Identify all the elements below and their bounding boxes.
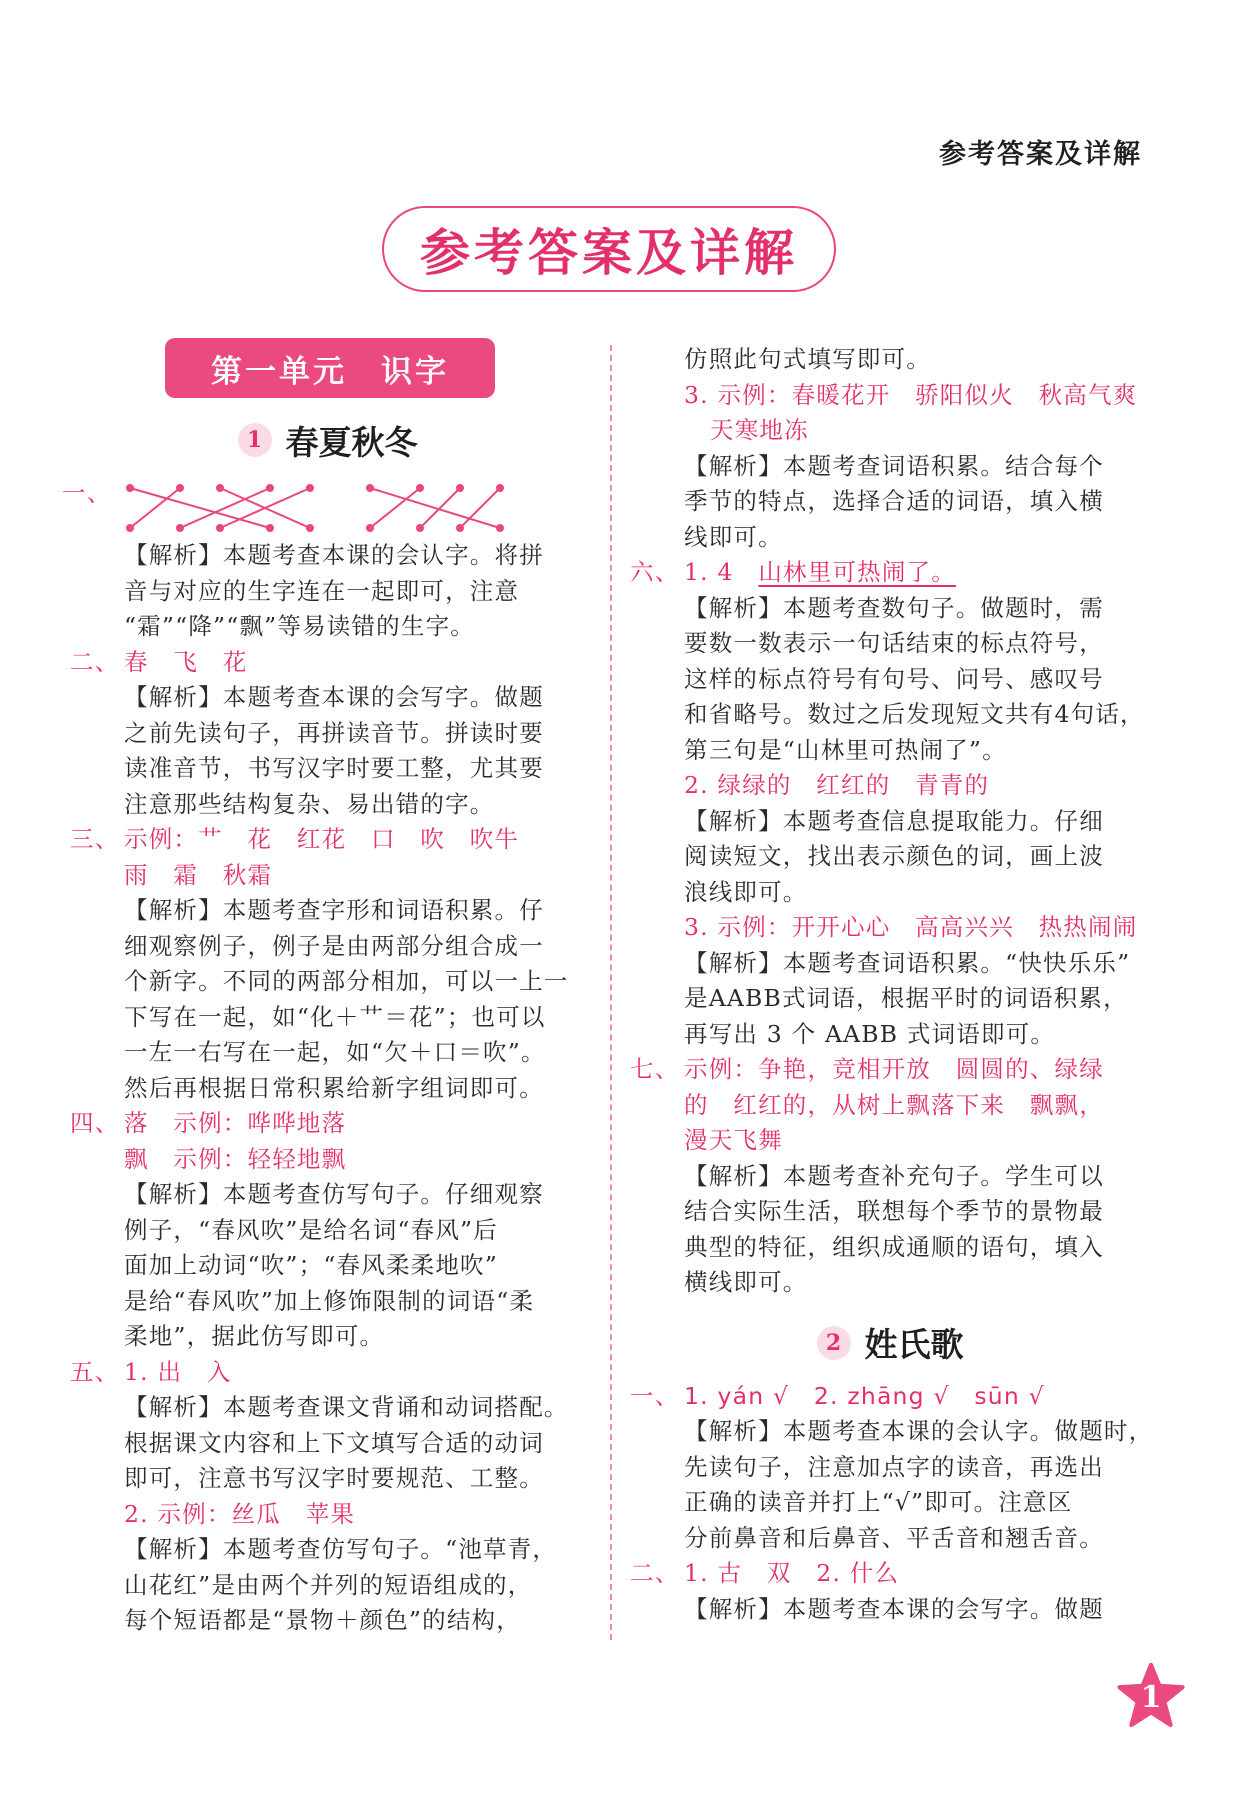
explanation-line: 面加上动词“吹”；“春风柔柔地吹”: [124, 1251, 498, 1279]
explanation-line: 注意那些结构复杂、易出错的字。: [124, 789, 495, 818]
column-divider: [610, 345, 612, 1640]
explanation-line: 阅读短文，找出表示颜色的词，画上波: [684, 842, 1104, 870]
answer-line: 2. 绿绿的 红红的 青青的: [684, 771, 990, 799]
answer-line: 的 红红的，从树上飘落下来 飘飘，: [684, 1090, 1104, 1119]
lesson-1-title: [70, 414, 585, 466]
underlined-answer: 山林里可热闹了。: [758, 558, 956, 586]
unit-badge: 第一单元 识字: [165, 338, 495, 398]
explanation-line: 结合实际生活，联想每个季节的景物最: [684, 1197, 1104, 1225]
explanation-line: 【解析】本题考查课文背诵和动词搭配。: [124, 1393, 569, 1421]
page-title: 参考答案及详解: [420, 223, 798, 282]
explanation-line: 【解析】本题考查词语积累。“快快乐乐”: [684, 948, 1131, 977]
explanation-line: “霜”“降”“飘”等易读错的生字。: [124, 612, 475, 640]
explanation-line: 【解析】本题考查补充句子。学生可以: [684, 1161, 1104, 1190]
explanation-line: 先读句子，注意加点字的读音，再选出: [684, 1452, 1104, 1481]
explanation-line: 和省略号。数过之后发现短文共有4句话，: [684, 700, 1145, 728]
answer-line: [630, 1379, 1150, 1415]
lesson-2-title: [630, 1317, 1150, 1369]
explanation-line: 之前先读句子，再拼读音节。拼读时要: [124, 718, 544, 747]
explanation-line: 仿照此句式填写即可。: [684, 345, 931, 373]
running-head: 参考答案及详解: [939, 139, 1142, 170]
answer-text: 落 示例：哗哗地落: [124, 1109, 347, 1137]
explanation-line: 柔地”，据此仿写即可。: [124, 1322, 385, 1350]
answer-text: 1. 4: [684, 558, 759, 586]
explanation-line: 【解析】本题考查字形和词语积累。仔: [124, 896, 544, 924]
right-column: [630, 342, 1154, 1627]
question-label: 一、: [62, 479, 112, 507]
question-label: 六、: [630, 558, 680, 586]
explanation-line: 再写出 3 个 AABB 式词语即可。: [684, 1019, 1056, 1048]
explanation-line: 【解析】本题考查本课的会写字。做题: [684, 1594, 1104, 1623]
explanation-line: 【解析】本题考查本课的会认字。将拼: [124, 541, 544, 569]
explanation-line: 下写在一起，如“化＋艹＝花”；也可以: [124, 1002, 546, 1031]
explanation-line: 【解析】本题考查本课的会写字。做题: [124, 683, 544, 711]
explanation-line: 季节的特点，选择合适的词语，填入横: [684, 487, 1104, 515]
left-column: [62, 338, 585, 1639]
explanation-line: 典型的特征，组织成通顺的语句，填入: [684, 1232, 1104, 1261]
explanation-line: 然后再根据日常积累给新字组词即可。: [124, 1073, 544, 1102]
explanation-line: 【解析】本题考查信息提取能力。仔细: [684, 806, 1104, 835]
answer-text: 1. yán √ 2. zhāng √ sūn √: [684, 1381, 1045, 1410]
page-number: 1: [1140, 1679, 1162, 1715]
title-banner: [382, 206, 836, 292]
explanation-line: 浪线即可。: [684, 877, 808, 906]
explanation-line: 读准音节，书写汉字时要工整，尤其要: [124, 754, 544, 782]
answer-line: 3. 示例：春暖花开 骄阳似火 秋高气爽: [684, 380, 1138, 409]
answer-line: 漫天飞舞: [684, 1126, 783, 1154]
explanation-line: 分前鼻音和后鼻音、平舌音和翘舌音。: [684, 1523, 1104, 1552]
explanation-line: 第三句是“山林里可热闹了”。: [684, 735, 1007, 764]
explanation-line: 是给“春风吹”加上修饰限制的词语“柔: [124, 1286, 535, 1315]
explanation-line: 【解析】本题考查本课的会认字。做题时，: [684, 1417, 1154, 1445]
answer-line: [630, 1052, 1150, 1088]
answer-line: [70, 1355, 585, 1391]
explanation-line: 【解析】本题考查数句子。做题时，需: [684, 593, 1104, 622]
question-label: 三、: [70, 825, 120, 853]
matching-exercise: [62, 476, 585, 538]
explanation-line: 是AABB式词语，根据平时的词语积累，: [684, 984, 1128, 1012]
answer-text: 示例：争艳，竞相开放 圆圆的、绿绿: [684, 1055, 1104, 1083]
explanation-line: 音与对应的生字连在一起即可，注意: [124, 576, 520, 605]
answer-text: 示例：艹 花 红花 口 吹 吹牛: [124, 825, 520, 853]
answer-line: 飘 示例：轻轻地飘: [124, 1144, 347, 1173]
answer-line: [70, 645, 585, 681]
question-label: 一、: [630, 1381, 680, 1410]
explanation-line: 个新字。不同的两部分相加，可以一上一: [124, 967, 569, 995]
explanation-line: 根据课文内容和上下文填写合适的动词: [124, 1428, 544, 1457]
answer-text: 1. 出 入: [124, 1357, 232, 1386]
question-label: 二、: [630, 1559, 680, 1587]
answer-line: [70, 1106, 585, 1142]
explanation-line: 【解析】本题考查仿写句子。“池草青，: [124, 1535, 558, 1563]
matching-lines-figure: [120, 476, 580, 538]
explanation-line: 山花红”是由两个并列的短语组成的，: [124, 1570, 533, 1599]
answer-line: [70, 822, 585, 858]
answer-line: 天寒地冻: [710, 416, 809, 444]
explanation-line: 横线即可。: [684, 1268, 808, 1296]
answer-text: 春 飞 花: [124, 647, 248, 676]
question-label: 四、: [70, 1109, 120, 1137]
explanation-line: 正确的读音并打上“√”即可。注意区: [684, 1488, 1073, 1516]
explanation-line: 一左一右写在一起，如“欠＋口＝吹”。: [124, 1038, 546, 1066]
explanation-line: 【解析】本题考查词语积累。结合每个: [684, 451, 1104, 480]
question-label: 二、: [70, 647, 120, 676]
lesson-number: 2: [817, 1326, 851, 1360]
explanation-line: 线即可。: [684, 522, 783, 551]
lesson-name: 春夏秋冬: [285, 422, 418, 462]
explanation-line: 细观察例子，例子是由两部分组合成一: [124, 931, 544, 960]
explanation-line: 【解析】本题考查仿写句子。仔细观察: [124, 1180, 544, 1208]
answer-line: [630, 1556, 1150, 1592]
answer-line: 雨 霜 秋霜: [124, 860, 273, 889]
question-label: 五、: [70, 1357, 120, 1386]
answer-line: [630, 555, 1150, 591]
explanation-line: 这样的标点符号有句号、问号、感叹号: [684, 664, 1104, 693]
lesson-name: 姓氏歌: [864, 1325, 964, 1364]
answer-text: 1. 古 双 2. 什么: [684, 1559, 900, 1587]
explanation-line: 要数一数表示一句话结束的标点符号，: [684, 629, 1104, 657]
explanation-line: 例子，“春风吹”是给名词“春风”后: [124, 1215, 498, 1244]
explanation-line: 每个短语都是“景物＋颜色”的结构，: [124, 1606, 521, 1634]
lesson-number: 1: [238, 423, 272, 457]
explanation-line: 即可，注意书写汉字时要规范、工整。: [124, 1464, 544, 1492]
question-label: 七、: [630, 1055, 680, 1083]
answer-line: 3. 示例：开开心心 高高兴兴 热热闹闹: [684, 913, 1138, 941]
answer-line: 2. 示例：丝瓜 苹果: [124, 1499, 356, 1528]
